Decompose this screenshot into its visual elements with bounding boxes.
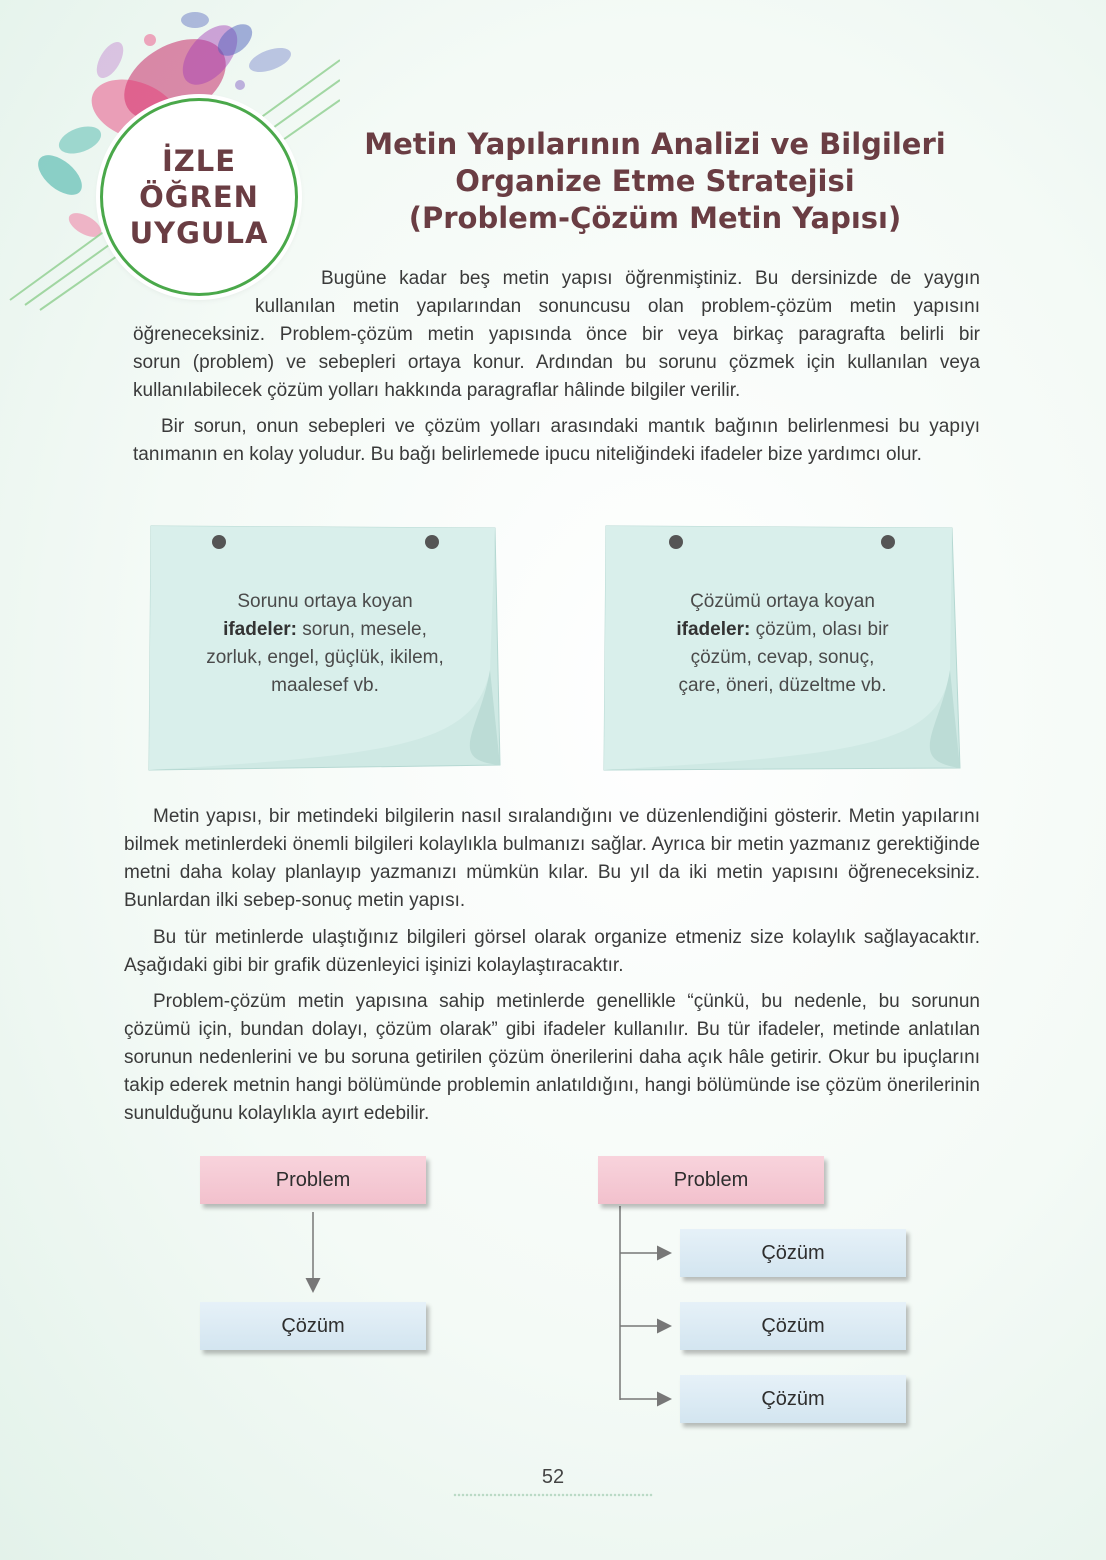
body-paragraph-4: Bu tür metinlerde ulaştığınız bilgileri görsel olarak organize etmeniz size kolaylık sağlayacaktır. Aşağıdaki gibi bir grafik düzenleyici işinizi kolaylaştıracaktır. [124, 927, 980, 976]
note-solution-bold: ifadeler: [676, 619, 751, 640]
intro-line-1: Bugüne kadar beş metin yapısı öğrenmiştiniz. Bu dersinizde de yaygın [321, 268, 980, 289]
right-solution-box-3: Çözüm [680, 1375, 906, 1423]
title-line-1: Metin Yapılarının Analizi ve Bilgileri [364, 127, 946, 161]
note-problem-lead: Sorunu ortaya koyan [237, 591, 413, 612]
note-problem-line-3: zorluk, engel, güçlük, ikilem, [206, 647, 444, 668]
title-line-2: Organize Etme Stratejisi [455, 164, 855, 198]
title-line-3: (Problem-Çözüm Metin Yapısı) [408, 201, 902, 235]
intro-paragraph-2: Bir sorun, onun sebepleri ve çözüm yolları arasındaki mantık bağının belirlenmesi bu yapıyı tanımanın en kolay yoludur. Bu bağı belirlemede ipucu niteliğindeki ifadeler bize yardımcı olur. [133, 416, 980, 465]
badge-line-2: ÖĞREN [139, 180, 259, 214]
badge-line-1: İZLE [161, 144, 237, 178]
right-solution-box-2: Çözüm [680, 1302, 906, 1350]
note-solution-rest: çözüm, olası bir [750, 619, 889, 640]
left-solution-box: Çözüm [200, 1302, 426, 1350]
intro-line-5: kullanılabilecek çözüm yolları hakkında paragraflar hâlinde bilgiler verilir. [133, 380, 741, 401]
right-solution-box-1: Çözüm [680, 1229, 906, 1277]
badge-line-3: UYGULA [129, 216, 269, 250]
note-problem-bold: ifadeler: [223, 619, 297, 640]
left-problem-box: Problem [200, 1156, 426, 1204]
page-number-underline [453, 1493, 653, 1497]
note-problem-line-4: maalesef vb. [271, 675, 379, 696]
page-number: 52 [541, 1466, 565, 1488]
intro-line-3: öğreneceksiniz. Problem-çözüm metin yapısında önce bir veya birkaç paragrafta belirli bir [133, 324, 980, 345]
intro-line-2: kullanılan metin yapılarından sonuncusu olan problem-çözüm metin yapısını [255, 296, 980, 317]
body-paragraph-3: Metin yapısı, bir metindeki bilgilerin nasıl sıralandığını ve düzenlendiğini gösterir. Metin yapılarını bilmek metinlerdeki önemli bilgileri kolaylıkla bulmanızı sağlar. Ayrıca bir metin yazmanız gerektiğinde metni daha kolay planlayıp yazmanızı mümkün kılar. Bu yıl da iki metin yapısını öğreneceksiniz. Bunlardan ilki sebep-sonuç metin yapısı. [124, 806, 980, 911]
intro-line-4: sorun (problem) ve sebepleri ortaya konur. Ardından bu sorunu çözmek için kullanılan veya [133, 352, 980, 373]
note-solution-lead: Çözümü ortaya koyan [690, 591, 875, 612]
note-solution-line-3: çözüm, cevap, sonuç, [690, 647, 875, 668]
note-problem-rest: sorun, mesele, [297, 619, 427, 640]
note-solution-line-4: çare, öneri, düzeltme vb. [678, 675, 887, 696]
right-problem-box: Problem [598, 1156, 824, 1204]
body-paragraph-5: Problem-çözüm metin yapısına sahip metinlerde genellikle “çünkü, bu nedenle, bu sorunun çözümü için, bundan dolayı, çözüm olarak” gibi ifadeler kullanılır. Bu tür ifadeler, metinde anlatılan sorunun nedenlerini ve bu soruna getirilen çözüm önerilerini daha açık hâle getirir. Okur bu ipuçlarını takip ederek metnin hangi bölümünde problemin anlatıldığını, hangi bölümünde ise çözüm önerilerinin sunulduğunu kolaylıkla ayırt edebilir. [124, 991, 980, 1124]
